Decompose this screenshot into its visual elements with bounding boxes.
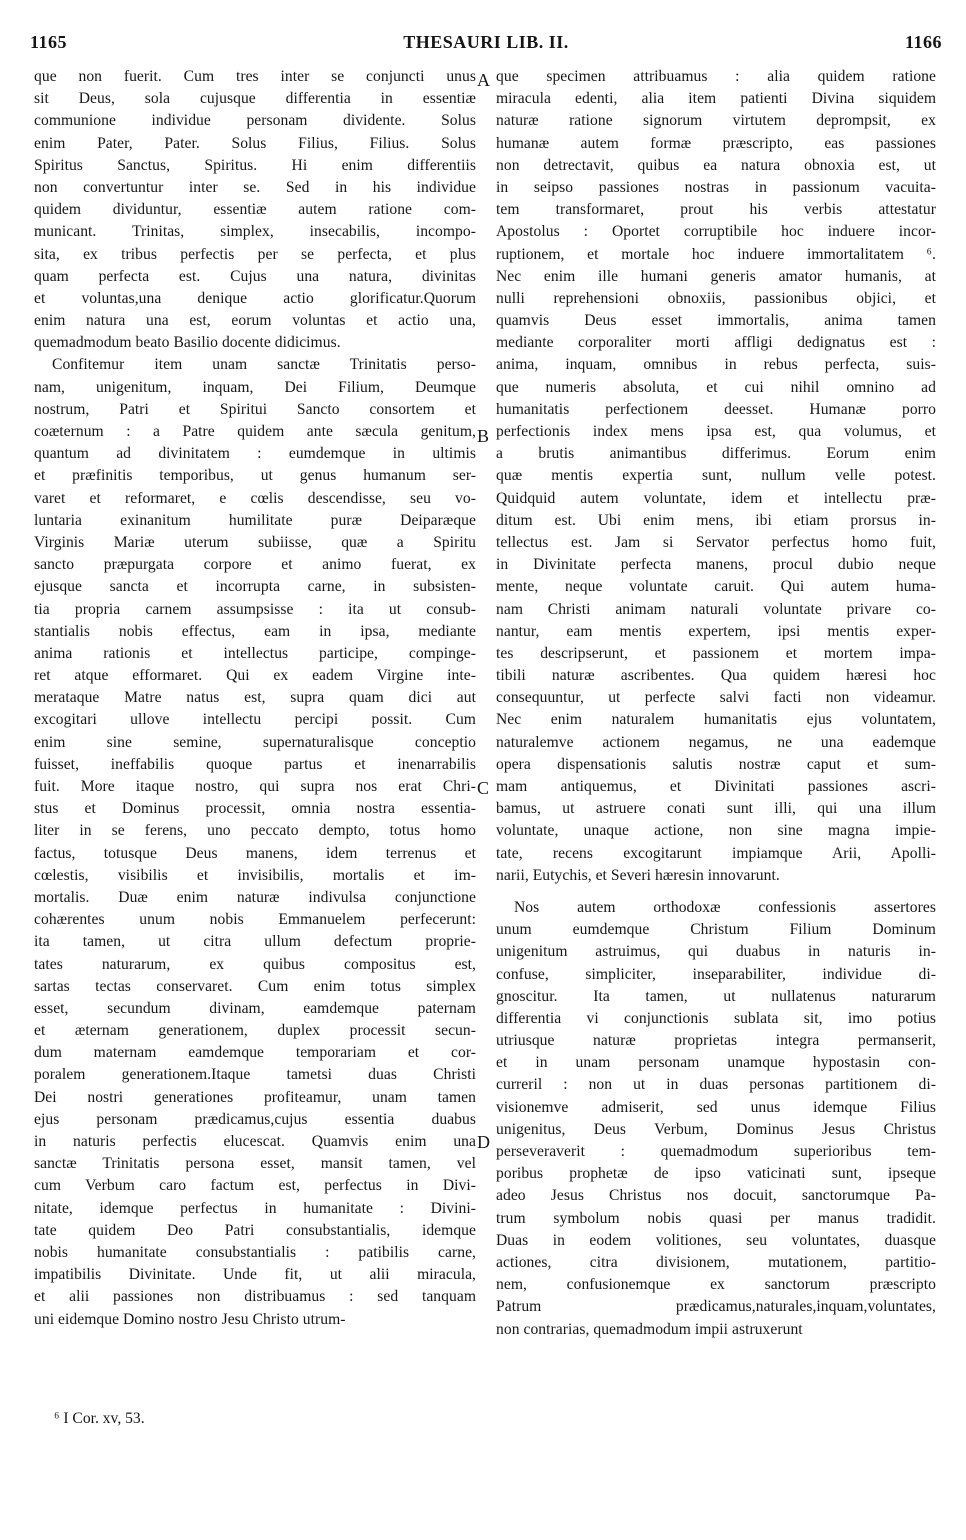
text-line: visionemve admiserit, sed unus idemque Filius: [496, 1098, 936, 1116]
text-line: non contrarias, quemadmodum impii astruxerunt: [496, 1320, 803, 1338]
text-line: et alii passiones non distribuamus : sed tanquam: [34, 1288, 476, 1306]
text-line: mortalis. Duæ enim naturæ indivulsa conjunctione: [34, 888, 476, 906]
text-line: luntaria exinanitum humilitate puræ Deiparæque: [34, 511, 476, 529]
text-line: liter in se ferens, uno peccato dempto, totus homo: [34, 822, 476, 840]
text-line: sita, ex tribus perfectis per se perfecta, et plus: [34, 245, 476, 263]
text-line: non detrectavit, quibus ea natura obnoxia est, ut: [496, 156, 936, 174]
text-line: stus et Dominus processit, omnia nostra essentia-: [34, 800, 476, 818]
text-line: perfectionis index mens ipsa est, qua volumus, et: [496, 423, 936, 440]
paragraph-gap: [496, 887, 936, 897]
running-header: [30, 32, 942, 60]
text-line: uni eidemque Domino nostro Jesu Christo utrum-: [34, 1310, 346, 1328]
text-line: sancto præpurgata corpore et animo fuerat, ex: [34, 556, 476, 574]
text-line: nitate, idemque perfectus in humanitate : Divini-: [34, 1199, 476, 1217]
text-line: tellectus est. Jam si Servator perfectus homo fuit,: [496, 533, 936, 551]
text-line: Duas in eodem volitiones, seu voluntates, duasque: [496, 1231, 936, 1249]
text-line: quemadmodum beato Basilio docente didicimus.: [34, 334, 341, 352]
text-line: anima, inquam, omnibus in rebus perfecta, suis-: [496, 356, 936, 374]
text-line: in seipso passiones nostras in passionum vacuita-: [496, 178, 936, 196]
text-line: naturæ ratione signorum virtutem deprompsit, ex: [496, 112, 936, 130]
text-line: utriusque naturæ proprietas integra permanserit,: [496, 1032, 936, 1050]
running-title: THESAURI LIB. II.: [403, 32, 569, 52]
text-line: tes descripserunt, et passionem et mortem impa-: [496, 644, 936, 662]
text-line: naturalemve actionem negamus, ne una eademque: [496, 733, 936, 751]
text-line: enim sine semine, supernaturalisque conceptio: [34, 733, 476, 751]
text-line: nobis humanitate consubstantialis : patibilis carne,: [34, 1243, 476, 1261]
text-line: mente, neque voluntate caruit. Qui autem huma-: [496, 578, 936, 596]
margin-marker-c: C: [477, 778, 490, 798]
text-line: consequuntur, ut perfecte salvi facti non videamur.: [496, 689, 936, 707]
text-line: Confitemur item unam sanctæ Trinitatis perso-: [52, 356, 476, 374]
text-line: Nec enim naturalem humanitatis ejus voluntatem,: [496, 711, 936, 729]
text-line: enim Pater, Pater. Solus Filius, Filius. Solus: [34, 134, 476, 152]
text-line: excogitari ullove intellectu percipi possit. Cum: [34, 711, 476, 729]
text-line: impatibilis Divinitate. Unde fit, ut alii miracula,: [34, 1266, 476, 1284]
text-line: Dei nostri generationes profiteamur, unam tamen: [34, 1088, 476, 1106]
text-line: varet et reformaret, e cœlis descendisse, seu vo-: [34, 489, 476, 507]
text-line: sit Deus, sola cujusque differentia in essentiæ: [34, 90, 476, 108]
page-number-left: 1165: [30, 32, 68, 52]
text-line: municant. Trinitas, simplex, insecabilis, incompo-: [34, 223, 476, 241]
right-text-column: [496, 66, 936, 1341]
text-line: que non fuerit. Cum tres inter se conjuncti unus: [34, 68, 476, 85]
text-line: fuit. More itaque nostro, qui supra nos erat Chri-: [34, 778, 476, 795]
text-line: factus, totusque Deus manens, idem terrenus et: [34, 844, 476, 862]
text-line: fuisset, ineffabilis quoque partus et inenarrabilis: [34, 755, 476, 773]
text-line: Spiritus Sanctus, Spiritus. Hi enim differentiis: [34, 156, 476, 174]
text-line: trum symbolum nobis quasi per manus tradidit.: [496, 1209, 936, 1227]
text-line: coæternum : a Patre quidem ante sæcula genitum,: [34, 423, 476, 440]
text-line: et æternam generationem, duplex processit secun-: [34, 1022, 476, 1040]
text-line: tates naturarum, ex quibus compositus est,: [34, 955, 476, 973]
text-line: ejusque sancta et incorrupta carne, in subsisten-: [34, 578, 476, 596]
text-line: que numeris absoluta, et cui nihil omnino ad: [496, 378, 936, 396]
text-line: narii, Eutychis, et Severi hæresin innovarunt.: [496, 866, 780, 884]
text-line: humanæ autem formæ præscripto, eas passiones: [496, 134, 936, 152]
text-line: adeo Jesus Christus nos docuit, sanctorumque Pa-: [496, 1187, 936, 1205]
text-line: que specimen attribuamus : alia quidem ratione: [496, 68, 936, 85]
page-number-right: 1166: [904, 32, 942, 52]
text-line: Nec enim ille humani generis amator humanis, at: [496, 267, 936, 285]
text-line: unigenitus, Deus Verbum, Dominus Jesus Christus: [496, 1120, 936, 1138]
text-line: nam Christi animam naturali voluntate privare co-: [496, 600, 936, 618]
text-line: bamus, ut astruere conati sunt illi, qui una illum: [496, 800, 936, 818]
text-line: cohærentes unum nobis Emmanuelem perfecerunt:: [34, 911, 476, 929]
text-line: dum maternam eamdemque temporariam et cor-: [34, 1044, 476, 1062]
text-line: esset, secundum divinam, eamdemque paternam: [34, 999, 476, 1017]
text-line: unum eumdemque Christum Filium Dominum: [496, 921, 936, 939]
text-line: ret atque efformaret. Qui ex eadem Virgine inte-: [34, 667, 476, 685]
text-line: nem, confusionemque ex sanctorum præscripto: [496, 1276, 936, 1294]
text-line: cum Verbum caro factum est, perfectus in Divi-: [34, 1177, 476, 1195]
margin-marker-a: A: [477, 70, 490, 90]
left-text-column: [34, 66, 476, 1331]
text-line: curreril : non ut in duas personas partitionem di-: [496, 1076, 936, 1094]
text-line: tia propria carnem assumpsisse : ita ut consub-: [34, 600, 476, 618]
text-line: nostrum, Patri et Spiritui Sancto consortem et: [34, 400, 476, 418]
text-line: ita tamen, ut citra ullum defectum proprie-: [34, 933, 476, 951]
text-line: miracula edenti, alia item patienti Divina siquidem: [496, 90, 936, 108]
text-line: nantur, eam mentis expertem, ipsi mentis exper-: [496, 622, 936, 640]
text-line: voluntate, unaque actione, non sine magna impie-: [496, 822, 936, 840]
text-line: non convertuntur inter se. Sed in his individue: [34, 178, 476, 196]
text-line: quidem dividuntur, essentiæ autem ratione com-: [34, 201, 476, 219]
text-line: cœlestis, visibilis et invisibilis, mortalis et im-: [34, 866, 476, 884]
text-line: confuse, simpliciter, inseparabiliter, individue di-: [496, 965, 936, 983]
text-line: Virginis Mariæ uterum subiisse, quæ a Spiritu: [34, 533, 476, 551]
text-line: poralem generationem.Itaque tametsi duas Christi: [34, 1066, 476, 1084]
text-line: in naturis perfectis elucescat. Quamvis enim una: [34, 1133, 476, 1150]
text-line: nam, unigenitum, inquam, Dei Filium, Deumque: [34, 378, 476, 396]
text-line: stantialis nobis effectus, eam in ipsa, mediante: [34, 622, 476, 640]
text-line: communione individue personam dividente. Solus: [34, 112, 476, 130]
text-line: perseveraverit : quemadmodum superioribus tem-: [496, 1143, 936, 1160]
text-line: enim natura una est, eorum voluntas et actio una,: [34, 312, 476, 330]
text-line: in Divinitate perfecta manens, procul dubio neque: [496, 556, 936, 574]
text-line: differentia vi conjunctionis sublata sit, imo potius: [496, 1009, 936, 1027]
text-line: mediante corporaliter morti affligi dedignatus est :: [496, 334, 936, 352]
text-line: tibili naturæ ascribentes. Qua quidem hæresi hoc: [496, 667, 936, 685]
text-line: gnoscitur. Ita tamen, ut nullatenus naturarum: [496, 987, 936, 1005]
text-line: tate quidem Deo Patri consubstantialis, idemque: [34, 1221, 476, 1239]
margin-marker-b: B: [477, 426, 490, 446]
text-line: opera dispensationis salutis nostræ caput et sum-: [496, 755, 936, 773]
text-line: tem transformaret, prout his verbis attestatur: [496, 201, 936, 219]
text-line: unigenitum astruimus, qui duabus in naturis in-: [496, 943, 936, 961]
text-line: Patrum prædicamus,naturales,inquam,voluntates,: [496, 1298, 936, 1316]
footnote: ⁶ I Cor. xv, 53.: [54, 1410, 145, 1427]
text-line: mam antiquemus, et Divinitati passiones ascri-: [496, 778, 936, 795]
text-line: ejus personam prædicamus,cujus essentia duabus: [34, 1110, 476, 1128]
text-line: sanctæ Trinitatis persona esset, mansit tamen, vel: [34, 1155, 476, 1173]
text-line: poribus prophetæ de ipso vaticinati sunt, ipseque: [496, 1165, 936, 1183]
text-line: quantum ad divinitatem : eumdemque in ultimis: [34, 445, 476, 463]
text-line: et in unam personam unamque hypostasin con-: [496, 1054, 936, 1072]
text-line: et voluntas,una denique actio glorificatur.Quorum: [34, 289, 476, 307]
text-line: sartas tectas conservaret. Cum enim totus simplex: [34, 977, 476, 995]
text-line: humanitatis perfectionem deesset. Humanæ porro: [496, 400, 936, 418]
text-line: merataque Matre natus est, supra quam dici aut: [34, 689, 476, 707]
text-line: et præfinitis temporibus, ut genus humanum ser-: [34, 467, 476, 485]
text-line: quæ mentis expertia sunt, nullum velle potest.: [496, 467, 936, 485]
text-line: a brutis animantibus differimus. Eorum enim: [496, 445, 936, 463]
text-line: quam perfecta est. Cujus una natura, divinitas: [34, 267, 476, 285]
text-line: Apostolus : Oportet corruptibile hoc induere incor-: [496, 223, 936, 241]
text-line: nulli reprehensioni obnoxiis, passionibus objici, et: [496, 289, 936, 307]
text-line: tate, recens excogitarunt impiamque Arii, Apolli-: [496, 844, 936, 862]
text-line: ruptionem, et mortale hoc induere immortalitatem ⁶.: [496, 245, 936, 263]
margin-marker-d: D: [477, 1132, 490, 1152]
text-line: ditum est. Ubi enim mens, ibi etiam prorsus in-: [496, 511, 936, 529]
text-line: anima rationis et intellectus participe, compinge-: [34, 644, 476, 662]
text-line: Nos autem orthodoxæ confessionis assertores: [514, 898, 936, 916]
text-line: quamvis Deus esset immortalis, anima tamen: [496, 312, 936, 330]
text-line: actiones, citra divisionem, mutationem, partitio-: [496, 1253, 936, 1271]
text-line: Quidquid autem voluntate, idem et intellectu præ-: [496, 489, 936, 507]
